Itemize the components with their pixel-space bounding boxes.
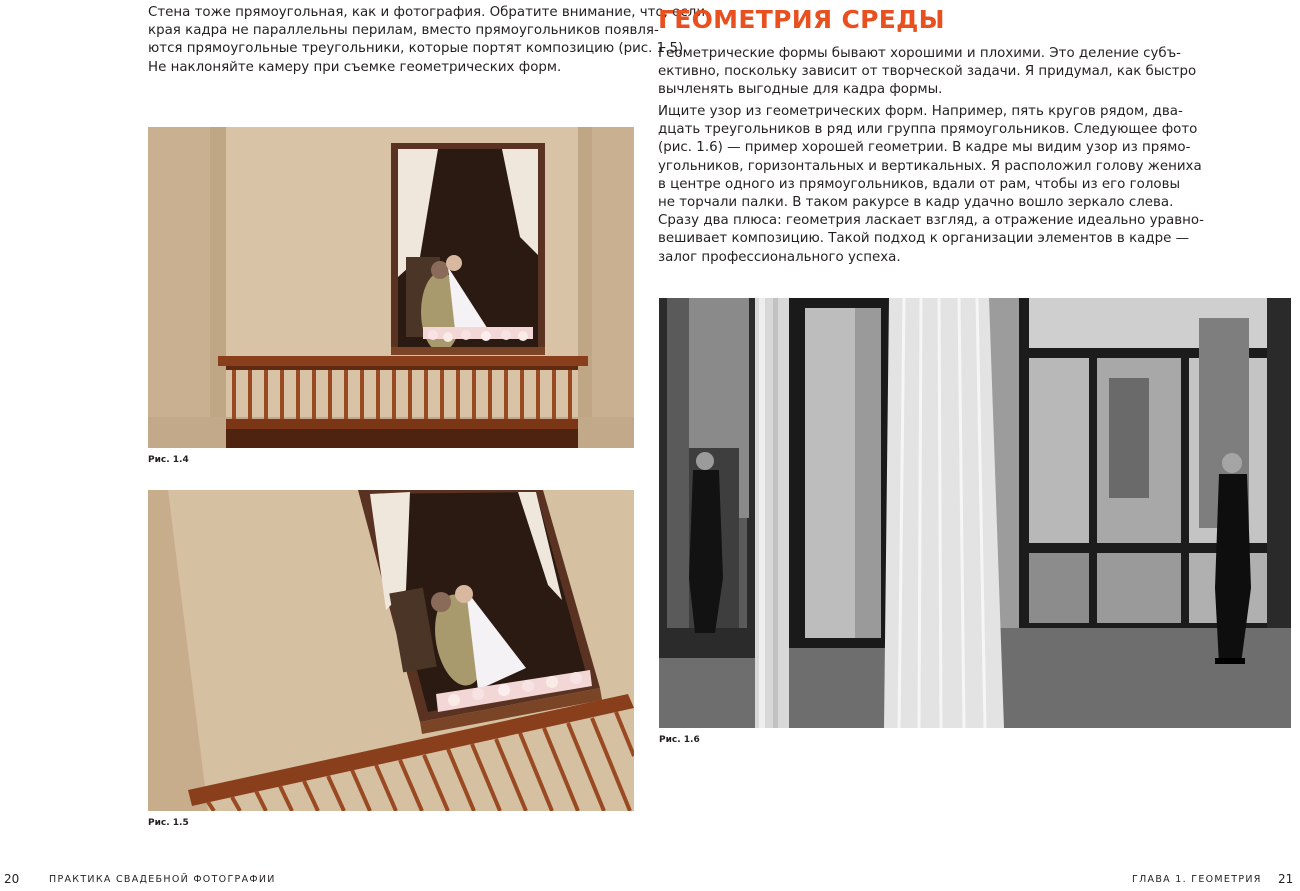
text-line: ются прямоугольные треугольники, которые портят композицию (рис. 1.5).: [148, 41, 688, 57]
text-line: Сразу два плюса: геометрия ласкает взгляд, а отражение идеально уравно-: [658, 213, 1204, 229]
text-line: Не наклоняйте камеру при съемке геометрических форм.: [148, 59, 562, 75]
text-line: не торчали палки. В таком ракурсе в кадр удачно вошло зеркало слева.: [658, 195, 1174, 211]
text-line: Ищите узор из геометрических форм. Например, пять кругов рядом, два-: [658, 104, 1183, 119]
text-line: угольников, горизонтальных и вертикальных. Я расположил голову жениха: [658, 158, 1202, 174]
text-line: края кадра не параллельны перилам, вместо прямоугольников появля-: [148, 23, 659, 39]
figure-1-5-caption: Рис. 1.5: [148, 818, 189, 828]
text-line: в центре одного из прямоугольников, вдали от рам, чтобы из его головы: [658, 176, 1181, 192]
figure-1-6-caption: Рис. 1.6: [659, 735, 700, 745]
figure-1-6-photo: [659, 298, 1291, 728]
text-line: (рис. 1.6) — пример хорошей геометрии. В кадре мы видим узор из прямо-: [658, 140, 1191, 156]
text-line: вычленять выгодные для кадра формы.: [658, 82, 943, 98]
text-line: ективно, поскольку зависит от творческой задачи. Я придумал, как быстро: [658, 64, 1197, 80]
right-running-title: ГЛАВА 1. ГЕОМЕТРИЯ: [1132, 874, 1262, 885]
text-line: вешивает композицию. Такой подход к организации элементов в кадре —: [658, 231, 1190, 247]
left-page-number: 20: [4, 872, 20, 886]
text-line: дцать треугольников в ряд или группа прямоугольников. Следующее фото: [658, 122, 1198, 138]
text-line: Геометрические формы бывают хорошими и плохими. Это деление субъ-: [658, 46, 1181, 61]
right-page-number: 21: [1278, 872, 1294, 886]
intro-paragraph: [148, 4, 705, 77]
left-running-title: ПРАКТИКА СВАДЕБНОЙ ФОТОГРАФИИ: [49, 874, 276, 885]
figure-1-4-photo: [148, 127, 634, 448]
text-line: Стена тоже прямоугольная, как и фотография. Обратите внимание, что, если: [148, 5, 706, 20]
paragraph-2: [658, 103, 1204, 267]
figure-1-4-caption: Рис. 1.4: [148, 455, 189, 465]
section-heading: ГЕОМЕТРИЯ СРЕДЫ: [658, 5, 945, 34]
text-line: залог профессионального успеха.: [658, 249, 901, 265]
figure-1-5-photo: [148, 490, 634, 811]
paragraph-1: [658, 45, 1196, 100]
